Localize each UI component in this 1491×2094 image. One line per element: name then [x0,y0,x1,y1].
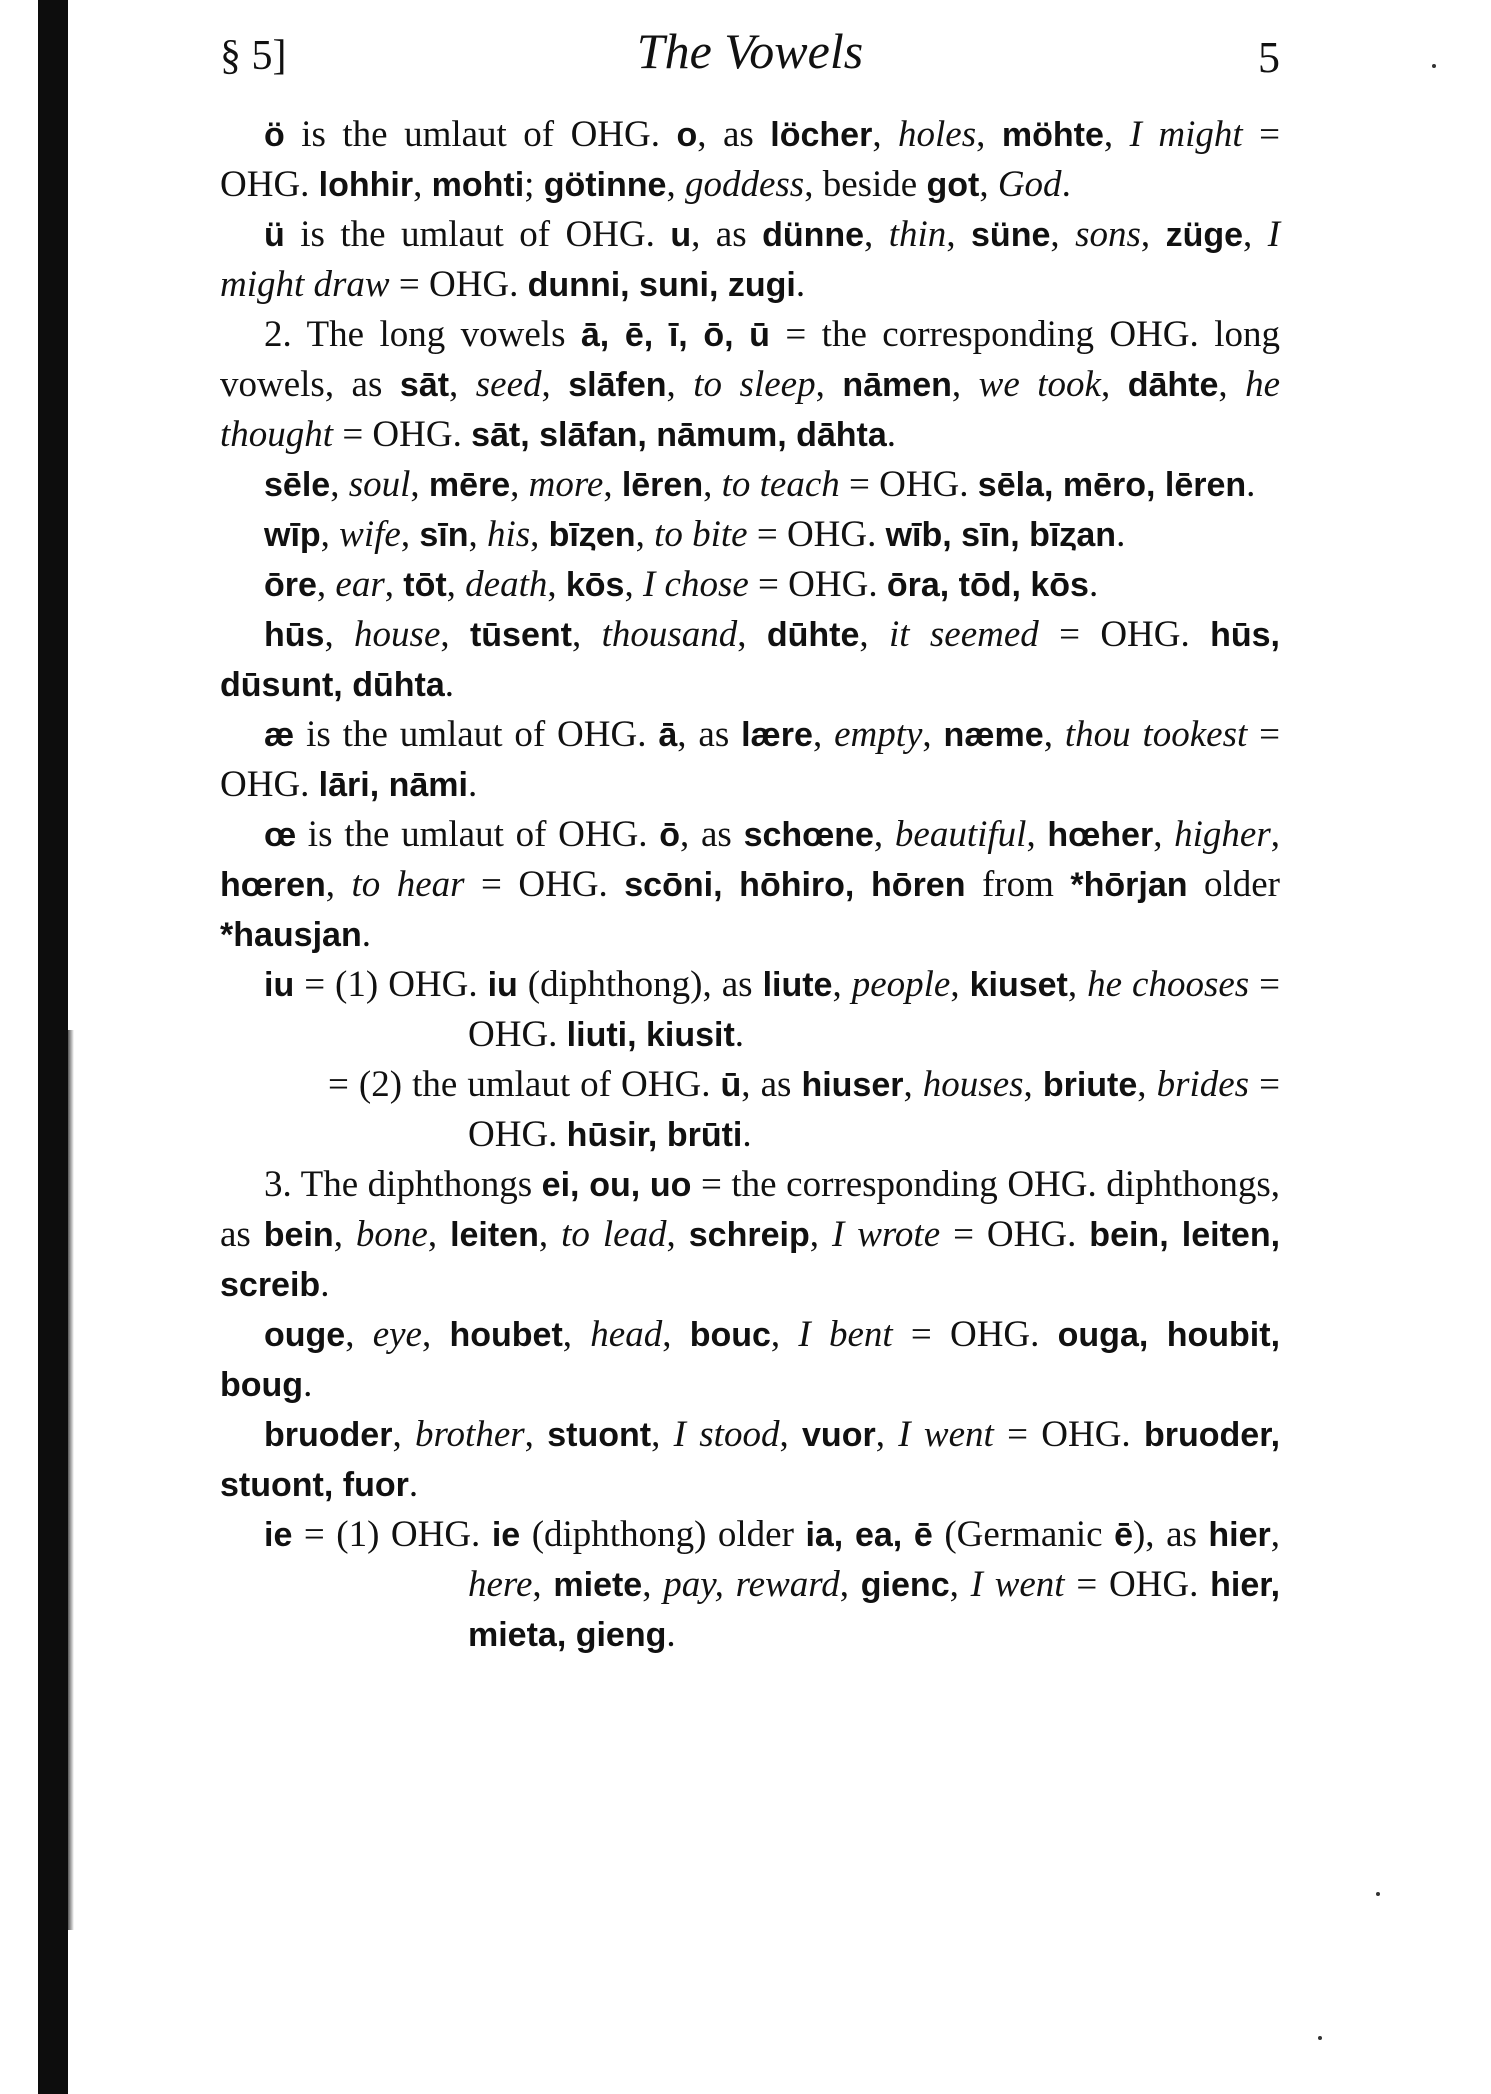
gloss: thin [888,214,947,255]
text-run: , [703,464,722,505]
gloss: wife [339,514,401,555]
text-run: , [872,114,899,155]
headword: bein, leiten, screib [220,1216,1281,1304]
text-run: is the umlaut of OHG. [296,814,660,855]
headword: slāfen [568,366,667,404]
headword: tōt [403,566,447,604]
gloss: I might draw [220,214,1281,305]
text-run: , [1137,1064,1157,1105]
text-run: 3. The diphthongs [264,1164,542,1205]
text-run: , [859,614,889,655]
gloss: empty [834,714,923,755]
text-run: , [779,1414,803,1455]
text-run: , [541,364,569,405]
headword: ia, ea, ē [805,1516,933,1554]
gloss: I might [1129,114,1243,155]
text-run: is the umlaut of OHG. [284,114,677,155]
text-run: = OHG. [468,1064,1280,1155]
scan-speck [1432,64,1436,68]
gloss: I went [898,1414,994,1455]
text-run: , [662,1314,690,1355]
headword: briute [1042,1066,1138,1104]
text-run: . [1246,464,1256,505]
headword: næme [943,716,1044,754]
paragraph [220,1510,1280,1660]
text-run: = OHG. [993,1414,1144,1455]
headword: kiuset [969,966,1068,1004]
text-run: , beside [804,164,927,205]
headword: liuti, kiusit [566,1016,735,1054]
gloss: head [590,1314,663,1355]
headword: scōni, hōhiro, hōren [624,866,966,904]
text-run: , [603,464,622,505]
headword: œ [264,816,297,854]
text-run: = OHG. [892,1314,1058,1355]
spine-edge [68,1030,74,1930]
gloss: houses [922,1064,1024,1105]
text-run: , [330,464,349,505]
text-run: , [950,964,970,1005]
text-run: . [886,414,897,455]
headword: sīn [419,516,469,554]
text-run: from [965,864,1071,905]
text-run: , [571,614,602,655]
headword: houbet [449,1316,563,1354]
text-run: , [1043,714,1065,755]
text-run: , [446,564,466,605]
text-run: , [384,564,404,605]
gloss: he chooses [1087,964,1250,1005]
gloss: I bent [798,1314,893,1355]
gloss: I went [970,1564,1065,1605]
gloss: ear [335,564,385,605]
gloss: pay, reward [663,1564,840,1605]
paragraph [220,1310,1280,1410]
headword: sēle [264,466,331,504]
headword: ü [264,216,285,254]
gloss: to hear [351,864,465,905]
text-run: , as [741,1064,802,1105]
text-run: = OHG. [1064,1564,1211,1605]
gloss: beautiful [894,814,1027,855]
headword: ā [658,716,678,754]
headword: stuont [547,1416,652,1454]
paragraph [220,310,1280,460]
page-title: The Vowels [636,23,864,79]
text-run: , [449,364,476,405]
scan-speck [1318,2036,1322,2040]
gloss: we took [978,364,1101,405]
headword: bein [263,1216,334,1254]
headword: bouc [689,1316,771,1354]
headword: tūsent [469,616,572,654]
text-run: , [873,814,895,855]
gloss: here [468,1564,533,1605]
text-run: (diphthong) older [520,1514,806,1555]
text-run: , [392,1414,416,1455]
headword: hœher [1047,816,1154,854]
paragraph [220,1060,1280,1160]
headword: bruoder [264,1416,393,1454]
text-run: , [1270,814,1281,855]
text-run: , [770,1314,799,1355]
headword: hūs, dūsunt, dūhta [220,616,1280,704]
headword: miete [553,1566,643,1604]
text-run: , [666,1214,689,1255]
headword: süne [971,216,1051,254]
text-run: (diphthong), as [517,964,763,1005]
text-run: , [562,1314,591,1355]
headword: sāt [399,366,450,404]
gloss: to bite [654,514,748,555]
paragraph [220,460,1280,510]
headword: sāt, slāfan, nāmum, dāhta [471,416,887,454]
gloss: he thought [220,364,1281,455]
headword: iu [487,966,518,1004]
text-run: = OHG. [220,714,1281,805]
text-run: , [1100,364,1128,405]
text-run: , [976,114,1002,155]
paragraph [220,960,1280,1060]
paragraph [220,210,1280,310]
text-run: , as [680,814,744,855]
scan-speck [1376,1892,1380,1896]
headword: lāri, nāmi [318,766,468,804]
headword: got [926,166,980,204]
text-run: , [345,1314,373,1355]
headword: vuor [802,1416,876,1454]
text-run: = (1) OHG. [292,1514,492,1555]
text-run: . [795,264,806,305]
text-run: , [832,964,852,1005]
headword: *hōrjan [1070,866,1188,904]
text-run: , [815,364,843,405]
headword: wīb, sīn, bīȥan [885,516,1117,554]
headword: ā, ē, ī, ō, ū [580,316,770,354]
text-run: , [839,1564,861,1605]
text-run: , [1270,1514,1281,1555]
text-run: . [303,1364,313,1405]
gloss: higher [1174,814,1271,855]
text-run: , [1243,214,1268,255]
text-run: , [400,514,420,555]
headword: u [670,216,692,254]
gloss: holes [898,114,977,155]
headword: dūhte [766,616,860,654]
text-run: = OHG. [468,964,1281,1055]
gloss: to lead [561,1214,667,1255]
page-number: 5 [1258,33,1280,82]
headword: ie [491,1516,521,1554]
running-header [220,22,1280,92]
headword: möhte [1001,116,1104,154]
gloss: to teach [721,464,840,505]
gloss: house [354,614,441,655]
text-run: older [1187,864,1280,905]
text-run: , [922,714,944,755]
gloss: sons [1075,214,1141,255]
headword: mēre [428,466,511,504]
headword: ö [264,116,285,154]
text-run: . [742,1114,752,1155]
text-run: ; [524,164,544,205]
paragraph [220,810,1280,960]
text-run: , [547,564,566,605]
text-run: , [946,214,972,255]
headword: dunni, suni, zugi [527,266,796,304]
text-run: , [410,464,429,505]
text-run: , as [677,714,742,755]
text-run: . [1088,564,1099,605]
headword: ō [659,816,681,854]
gloss: his [486,514,531,555]
text-run: , [324,614,355,655]
text-run: , [1140,214,1166,255]
text-run: = OHG. [1038,614,1211,655]
gloss: God [997,164,1062,205]
headword: hœren [220,866,326,904]
text-run: . [666,1614,676,1655]
text-run: = OHG. [839,464,978,505]
headword: leiten [450,1216,539,1254]
headword: sēla, mēro, lēren [977,466,1247,504]
headword: ouge [264,1316,346,1354]
text-run: , [812,714,835,755]
headword: ouga, houbit, boug [220,1316,1281,1404]
headword: ōre [264,566,317,604]
text-run: is the umlaut of OHG. [294,714,659,755]
gloss: death [465,564,548,605]
text-run: = OHG. [464,864,625,905]
text-run: , [949,1564,971,1605]
text-run: . [408,1464,419,1505]
headword: lēren [621,466,704,504]
text-run: . [734,1014,745,1055]
headword: ie [264,1516,293,1554]
book-spine-shadow [38,0,68,2094]
text-run: , [1218,364,1246,405]
text-run: , [524,1414,548,1455]
text-run: is the umlaut of OHG. [284,214,671,255]
paragraph [220,1410,1280,1510]
gloss: thousand [601,614,738,655]
headword: mohti [431,166,525,204]
text-run: , [737,614,767,655]
headword: iu [264,966,295,1004]
text-run: . [467,764,478,805]
headword: ōra, tōd, kōs [886,566,1089,604]
headword: hier, mieta, gieng [468,1566,1281,1654]
text-run: = OHG. [220,114,1280,205]
body-text [220,110,1280,1660]
text-run: = (2) the umlaut of OHG. [328,1064,721,1105]
text-run: , [530,514,549,555]
headword: hiuser [801,1066,904,1104]
paragraph [220,560,1280,610]
text-run: , [903,1064,923,1105]
text-run: . [361,914,371,955]
gloss: I stood [673,1414,780,1455]
headword: lohhir [318,166,414,204]
gloss: bone [355,1214,428,1255]
text-run: , [635,514,655,555]
text-run: , [427,1214,451,1255]
headword: lære [741,716,813,754]
text-run: = OHG. [940,1214,1090,1255]
text-run: = OHG. [747,514,886,555]
text-run: = OHG. [748,564,887,605]
gloss: soul [348,464,411,505]
gloss: I wrote [831,1214,941,1255]
headword: dāhte [1127,366,1219,404]
headword: wīp [264,516,321,554]
text-run: , [333,1214,356,1255]
headword: ē [1114,1516,1133,1554]
text-run: , [642,1564,664,1605]
paragraph [220,110,1280,210]
text-run: , [1023,1064,1043,1105]
gloss: it seemed [888,614,1039,655]
headword: götinne [543,166,667,204]
headword: kōs [565,566,625,604]
gloss: eye [372,1314,422,1355]
gloss: to sleep [693,364,816,405]
text-run: . [1061,164,1071,205]
text-run: , [316,564,336,605]
text-run: ), as [1132,1514,1209,1555]
text-run: , [951,364,979,405]
headword: æ [264,716,295,754]
headword: hūsir, brūti [566,1116,743,1154]
text-run: , as [697,114,771,155]
text-run: , [624,564,643,605]
text-run: , [809,1214,832,1255]
gloss: brides [1156,1064,1250,1105]
paragraph [220,1160,1280,1310]
text-run: , [666,164,685,205]
text-run: = OHG. [333,414,472,455]
text-run: , [468,514,487,555]
text-run: , [421,1314,450,1355]
headword: liute [762,966,833,1004]
text-run: , as [691,214,763,255]
gloss: I chose [642,564,749,605]
text-run: , [651,1414,674,1455]
text-run: = the corresponding OHG. diphthongs, as [220,1164,1280,1255]
text-run: , [510,464,529,505]
gloss: seed [475,364,542,405]
text-run: , [864,214,889,255]
headword: ū [720,1066,742,1104]
headword: hūs [264,616,325,654]
headword: dünne [762,216,865,254]
headword: löcher [770,116,873,154]
text-run: , [1067,964,1088,1005]
paragraph [220,610,1280,710]
text-run: , [532,1564,554,1605]
headword: *hausjan [220,916,362,954]
text-run: , [1050,214,1076,255]
text-run: , [979,164,998,205]
text-run: , [1153,814,1175,855]
text-run: , [413,164,432,205]
text-run: , [320,514,340,555]
text-run: = the corresponding OHG. long vowels, as [220,314,1280,405]
text-run: (Germanic [932,1514,1115,1555]
text-run: = OHG. [389,264,528,305]
headword: schreip [688,1216,810,1254]
section-marker: § 5] [220,33,287,79]
headword: ei, ou, uo [541,1166,692,1204]
text-run: , [875,1414,899,1455]
paragraph [220,510,1280,560]
text-run: , [1026,814,1048,855]
gloss: brother [415,1414,525,1455]
gloss: thou tookest [1064,714,1248,755]
text-run: , [538,1214,562,1255]
gloss: goddess [684,164,805,205]
text-run: 2. The long vowels [264,314,581,355]
headword: bīȥen [548,516,636,554]
gloss: people [851,964,951,1005]
text-run: , [1103,114,1130,155]
headword: nāmen [842,366,952,404]
headword: o [676,116,698,154]
headword: schœne [743,816,874,854]
text-run: , [325,864,352,905]
text-run: . [444,664,454,705]
text-run: , [440,614,470,655]
text-run: , [666,364,694,405]
headword: gienc [860,1566,950,1604]
text-run: . [1116,514,1126,555]
paragraph [220,710,1280,810]
text-run: = (1) OHG. [294,964,488,1005]
gloss: more [528,464,604,505]
headword: hier [1208,1516,1271,1554]
headword: bruoder, stuont, fuor [220,1416,1281,1504]
text-run: . [320,1264,330,1305]
headword: züge [1165,216,1244,254]
